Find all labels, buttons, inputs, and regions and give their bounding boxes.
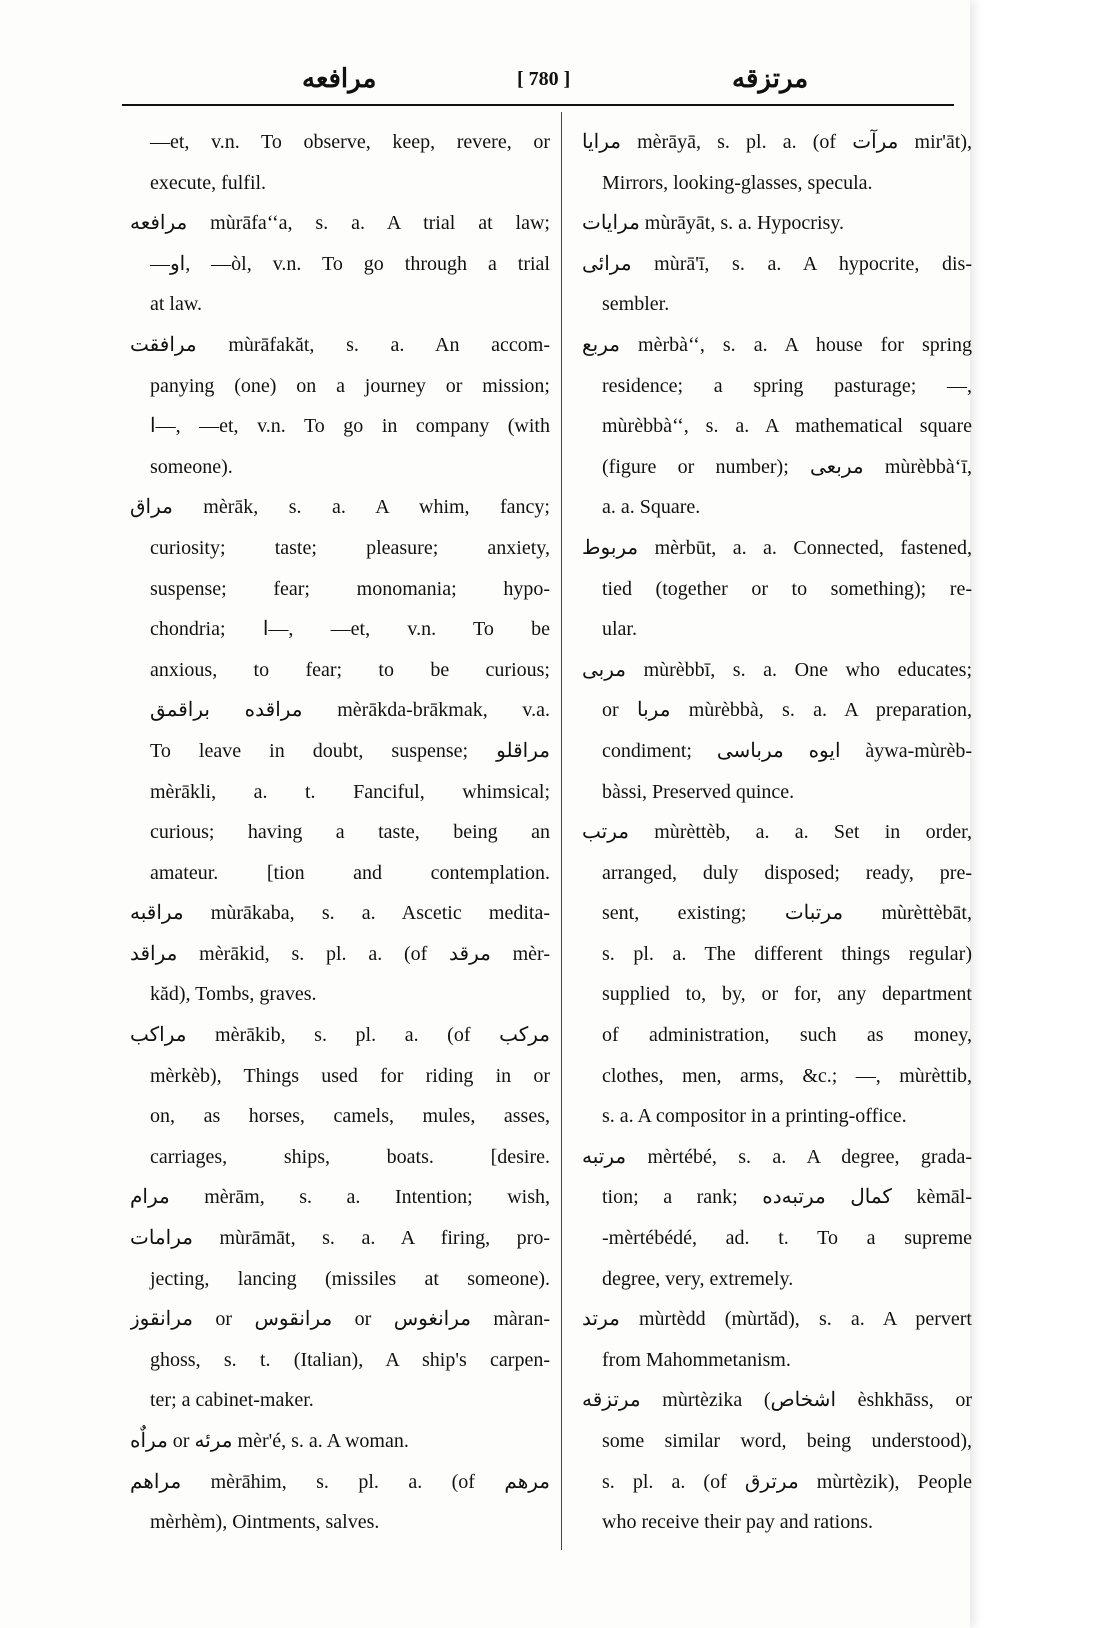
dictionary-line: tied (together or to something); re- [602,577,972,600]
dictionary-line: mèrkèb), Things used for riding in or [150,1064,550,1087]
dictionary-line: sent, existing; مرتبات mùrèttèbāt, [602,902,972,925]
dictionary-line: mèrākli, a. t. Fanciful, whimsical; [150,780,550,803]
dictionary-line: ter; a cabinet-maker. [150,1389,314,1412]
dictionary-line: degree, very, extremely. [602,1267,794,1290]
dictionary-line: anxious, to fear; to be curious; [150,658,550,681]
dictionary-line: s. pl. a. The different things regular) [602,942,972,965]
column-divider [561,112,562,1550]
dictionary-line: -mèrtébédé, ad. t. To a supreme [602,1227,972,1250]
dictionary-line: panying (one) on a journey or mission; [150,374,550,397]
dictionary-line: مرافعه mùrāfa‘‘a, s. a. A trial at law; [130,212,550,235]
dictionary-line: مراقده براقمق mèrākda-brākmak, v.a. [150,699,550,722]
dictionary-line: mùrèbbà‘‘, s. a. A mathematical square [602,415,972,438]
dictionary-line: sembler. [602,293,670,316]
dictionary-line: ا—, —et, v.n. To go in company (with [150,415,550,438]
dictionary-line: clothes, men, arms, &c.; —, mùrèttib, [602,1064,972,1087]
dictionary-line: s. pl. a. (of مرترق mùrtèzik), People [602,1470,972,1493]
header-rule [122,104,954,106]
dictionary-line: chondria; ا—, —et, v.n. To be [150,618,550,641]
dictionary-line: s. a. A compositor in a printing-office. [602,1105,907,1128]
dictionary-line: مربى mùrèbbī, s. a. One who educates; [582,658,972,681]
dictionary-line: مراٌه or مرئه mèr'é, s. a. A woman. [130,1430,409,1452]
dictionary-line: ular. [602,618,637,641]
dictionary-line: a. a. Square. [602,496,701,519]
dictionary-line: who receive their pay and rations. [602,1511,874,1534]
dictionary-line: مرايا mèrāyā, s. pl. a. (of مرآت mir'āt), [582,131,972,153]
page-header [122,60,954,104]
dictionary-line: supplied to, by, or for, any department [602,983,972,1006]
dictionary-line: مرانقوز or مرانقوس or مرانغوس màran- [130,1308,550,1331]
dictionary-line: curiosity; taste; pleasure; anxiety, [150,536,550,559]
dictionary-line: —او, —òl, v.n. To go through a trial [150,252,550,275]
dictionary-line: at law. [150,293,203,316]
dictionary-line: or مربا mùrèbbà, s. a. A preparation, [602,699,972,722]
dictionary-line: bàssi, Preserved quince. [602,780,795,803]
dictionary-line: arranged, duly disposed; ready, pre- [602,861,972,884]
dictionary-line: (figure or number); مربعى mùrèbbà‘ī, [602,455,972,478]
dictionary-line: مرافقت mùrāfakăt, s. a. An accom- [130,333,550,356]
dictionary-line: suspense; fear; monomania; hypo- [150,577,550,600]
dictionary-line: mèrhèm), Ointments, salves. [150,1511,380,1534]
dictionary-line: مربوط mèrbūt, a. a. Connected, fastened, [582,536,972,559]
dictionary-line: مراق mèrāk, s. a. A whim, fancy; [130,496,550,519]
dictionary-line: مراقبه mùrākaba, s. a. Ascetic medita- [130,902,550,925]
dictionary-line: kăd), Tombs, graves. [150,983,317,1006]
left-column [130,122,550,1543]
dictionary-line: jecting, lancing (missiles at someone). [150,1267,550,1290]
dictionary-line: amateur. [tion and contemplation. [150,861,550,884]
dictionary-line: tion; a rank; كمال مرتبه‌ده kèmāl- [602,1186,972,1209]
dictionary-line: مرام mèrām, s. a. Intention; wish, [130,1186,550,1209]
header-right-catchword: مرتزقه [732,64,809,94]
dictionary-line: execute, fulfil. [150,171,267,194]
dictionary-line: مرتزقه mùrtèzika (اشخاص èshkhāss, or [582,1389,972,1412]
dictionary-line: مراقد mèrākid, s. pl. a. (of مرقد mèr- [130,942,550,965]
dictionary-line: curious; having a taste, being an [150,821,550,844]
dictionary-line: of administration, such as money, [602,1024,972,1047]
dictionary-line: on, as horses, camels, mules, asses, [150,1105,550,1128]
dictionary-line: مرتد mùrtèdd (mùrtăd), s. a. A pervert [582,1308,972,1331]
dictionary-line: residence; a spring pasturage; —, [602,374,972,397]
dictionary-line: مرامات mùrāmāt, s. a. A firing, pro- [130,1227,550,1250]
dictionary-line: مرتب mùrèttèb, a. a. Set in order, [582,821,972,844]
dictionary-line: —et, v.n. To observe, keep, revere, or [150,131,550,153]
dictionary-line: مرايات mùrāyāt, s. a. Hypocrisy. [582,212,845,235]
dictionary-line: condiment; ايوه مرباسى àywa-mùrèb- [602,739,972,762]
dictionary-line: مرائى mùrā'ī, s. a. A hypocrite, dis- [582,252,972,275]
dictionary-line: someone). [150,455,233,478]
dictionary-line: from Mahommetanism. [602,1348,791,1371]
dictionary-line: some similar word, being understood), [602,1430,972,1452]
dictionary-line: To leave in doubt, suspense; مراقلو [150,739,550,762]
dictionary-line: مربع mèrbà‘‘, s. a. A house for spring [582,333,972,356]
dictionary-line: ghoss, s. t. (Italian), A ship's carpen- [150,1348,550,1371]
dictionary-line: مرتبه mèrtébé, s. a. A degree, grada- [582,1145,972,1168]
header-left-catchword: مرافعه [302,64,377,94]
dictionary-line: carriages, ships, boats. [desire. [150,1145,550,1168]
dictionary-line: مراهم mèrāhim, s. pl. a. (of مرهم [130,1470,550,1493]
right-column [582,122,972,1543]
page-number: [ 780 ] [517,68,571,90]
dictionary-line: Mirrors, looking-glasses, specula. [602,171,873,194]
dictionary-line: مراكب mèrākib, s. pl. a. (of مركب [130,1024,550,1047]
